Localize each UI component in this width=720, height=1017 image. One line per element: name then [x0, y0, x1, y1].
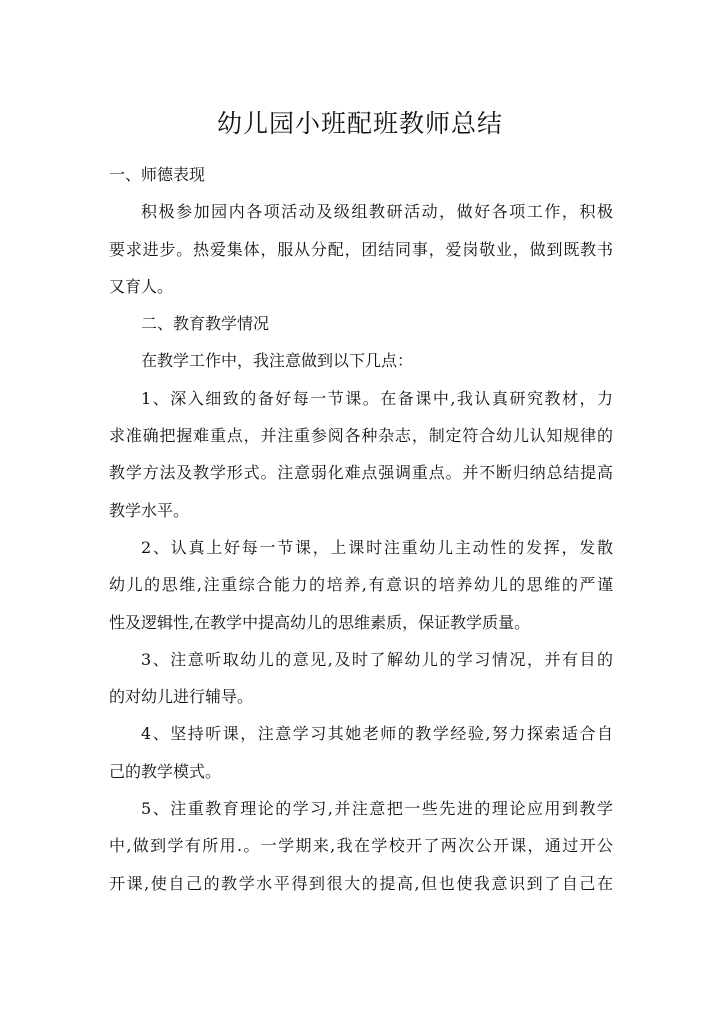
paragraph-point-1 — [109, 380, 613, 529]
section-heading-text: 二、教育教学情况 — [141, 314, 270, 334]
text-line: 求准确把握难重点，并注重参阅各种杂志，制定符合幼儿认知规律的 — [109, 426, 613, 446]
paragraph-point-4 — [109, 715, 613, 790]
paragraph-point-2 — [109, 529, 613, 641]
section-heading-teaching — [109, 305, 613, 342]
text-line: 的对幼儿进行辅导。 — [109, 687, 254, 707]
text-line: 己的教学模式。 — [109, 761, 222, 781]
section-heading-text: 一、师德表现 — [109, 165, 206, 184]
text-line: 1、深入细致的备好每一节课。在备课中,我认真研究教材，力 — [141, 388, 613, 408]
paragraph-ethics — [109, 193, 613, 305]
text-line: 在教学工作中，我注意做到以下几点： — [141, 351, 414, 371]
text-line: 又育人。 — [109, 276, 174, 296]
text-line: 要求进步。热爱集体，服从分配，团结同事，爱岗敬业，做到既教书 — [109, 239, 613, 259]
paragraph-intro — [109, 342, 613, 379]
text-line: 幼儿的思维,注重综合能力的培养,有意识的培养幼儿的思维的严谨 — [109, 575, 613, 595]
text-line: 中,做到学有所用.。一学期来,我在学校开了两次公开课，通过开公 — [109, 836, 613, 856]
text-line: 3、注意听取幼儿的意见,及时了解幼儿的学习情况，并有目的 — [141, 649, 613, 669]
document-body — [109, 156, 613, 902]
text-line: 开课,使自己的教学水平得到很大的提高,但也使我意识到了自己在 — [109, 873, 613, 893]
text-line: 4、坚持听课，注意学习其她老师的教学经验,努力探索适合自 — [141, 724, 613, 744]
text-line: 5、注重教育理论的学习,并注意把一些先进的理论应用到教学 — [141, 799, 613, 819]
text-line: 积极参加园内各项活动及级组教研活动，做好各项工作，积极 — [141, 202, 613, 222]
section-heading-ethics — [109, 156, 613, 193]
paragraph-point-5 — [109, 790, 613, 902]
document-title: 幼儿园小班配班教师总结 — [216, 109, 503, 138]
text-line: 教学水平。 — [109, 500, 190, 520]
paragraph-point-3 — [109, 641, 613, 716]
text-line: 教学方法及教学形式。注意弱化难点强调重点。并不断归纳总结提高 — [109, 463, 613, 483]
text-line: 性及逻辑性,在教学中提高幼儿的思维素质，保证教学质量。 — [109, 612, 531, 632]
text-line: 2、认真上好每一节课，上课时注重幼儿主动性的发挥，发散 — [141, 537, 613, 557]
